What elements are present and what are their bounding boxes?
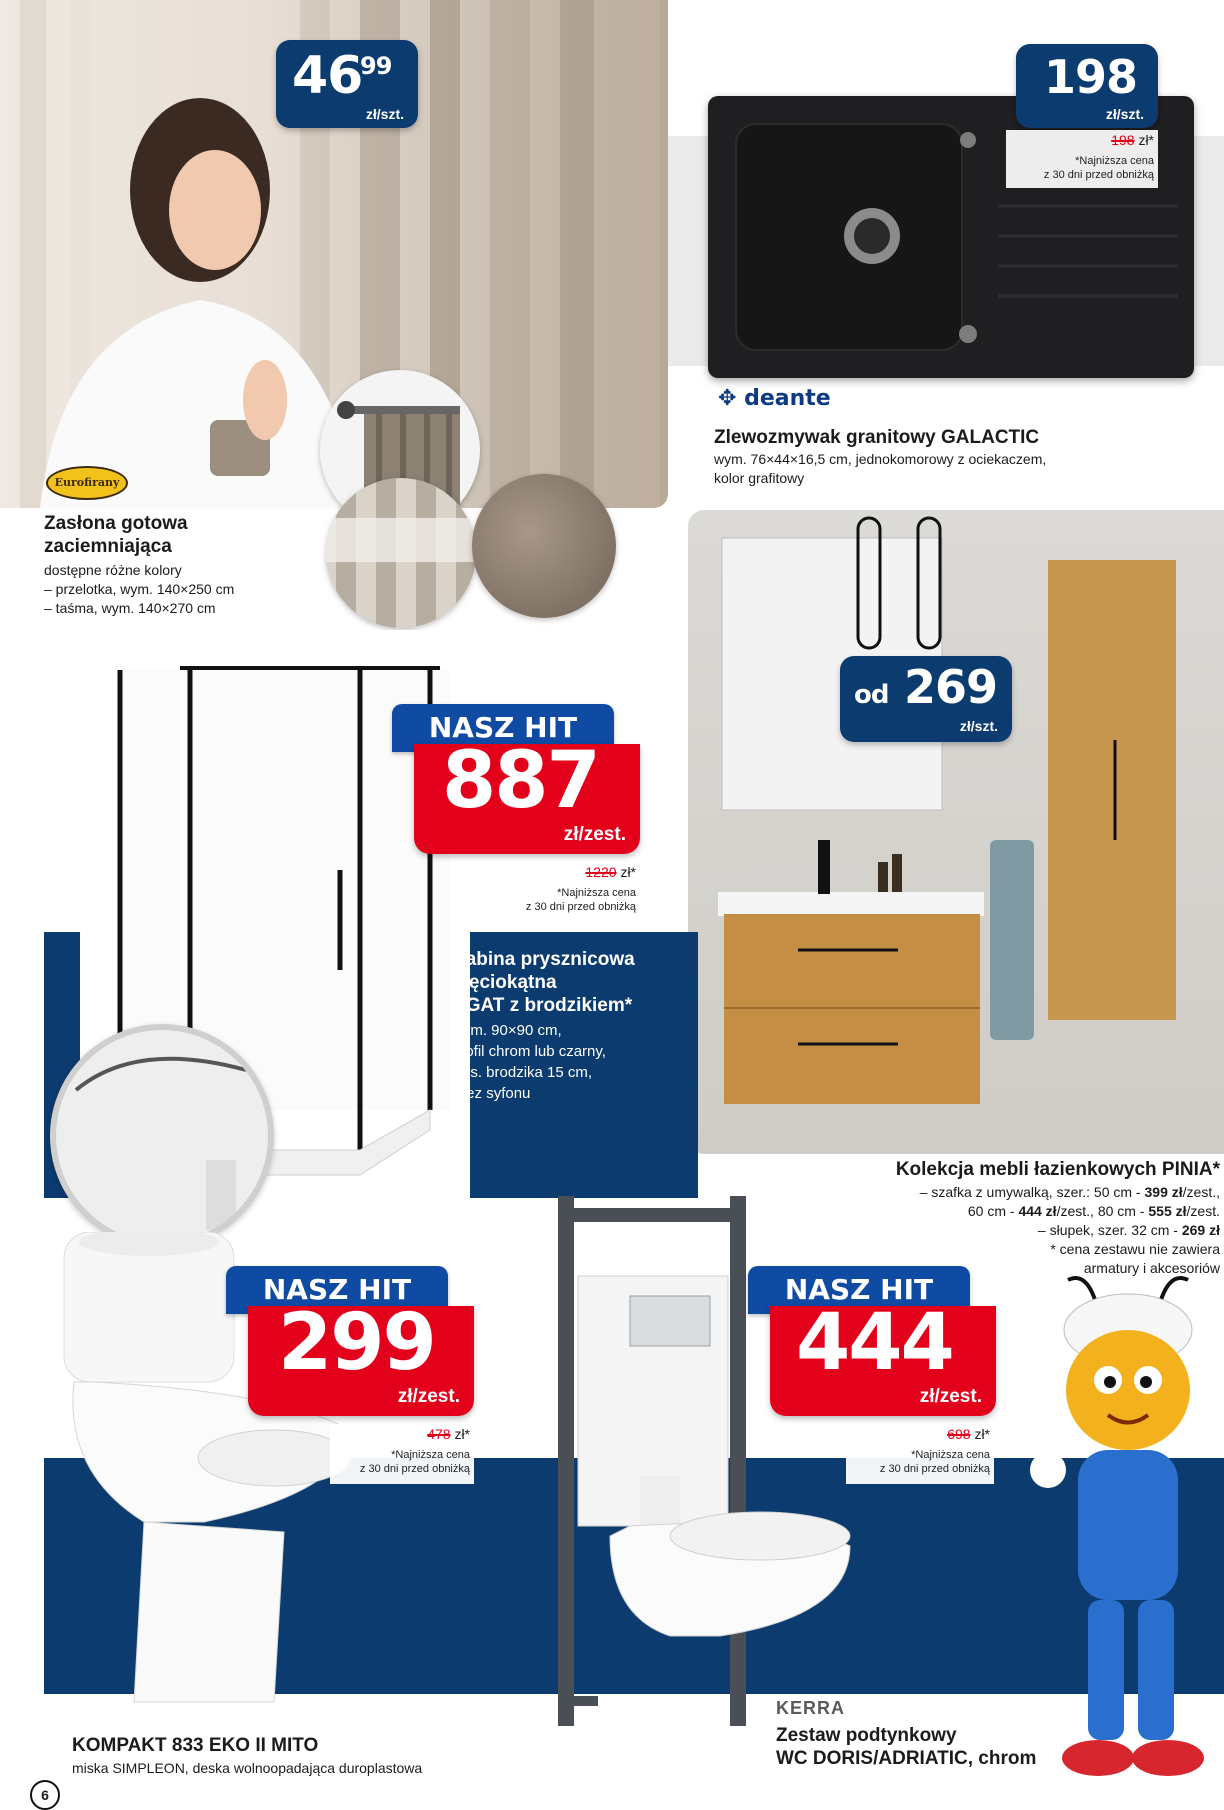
curtain-description: [44, 561, 234, 618]
shower-description: [452, 1020, 606, 1104]
shower-old-price: [520, 864, 636, 880]
wc-set-old-price: [874, 1426, 990, 1442]
curtain-fabric-circle: [472, 474, 616, 618]
wc-set-price-unit: zł/zest.: [919, 1386, 982, 1407]
furniture-line2: 60 cm - 444 zł/zest., 80 cm - 555 zł/zest.: [967, 1203, 1220, 1219]
shower-note-line2: z 30 dni przed obniżką: [525, 901, 636, 913]
wc-set-note-line1: *Najniższa cena: [911, 1449, 990, 1461]
sink-old-price: [1040, 132, 1154, 148]
curtain-desc-line3: – taśma, wym. 140×270 cm: [44, 600, 216, 616]
sink-note-line1: *Najniższa cena: [1075, 155, 1154, 167]
wc-set-old-price-unit: zł*: [974, 1426, 990, 1442]
kerra-logo: KERRA: [776, 1698, 846, 1718]
mascot-illustration: [1028, 1270, 1224, 1800]
sink-note-line2: z 30 dni przed obniżką: [1043, 169, 1154, 181]
sink-price-tag: [1016, 44, 1158, 128]
wc-set-hit-badge: NASZ HIT: [748, 1266, 970, 1314]
curtain-title-line1: Zasłona gotowa: [44, 513, 188, 534]
shower-hit-badge: NASZ HIT: [392, 704, 614, 752]
curtain-desc-line2: – przelotka, wym. 140×250 cm: [44, 581, 235, 597]
furniture-price-sink-50: 399 zł: [1144, 1184, 1183, 1200]
toilet-note-line2: z 30 dni przed obniżką: [359, 1463, 470, 1475]
eurofirany-logo: [46, 466, 128, 500]
toilet-title: KOMPAKT 833 EKO II MITO: [72, 1735, 319, 1756]
shower-desc-line3: wys. brodzika 15 cm,: [452, 1064, 593, 1081]
shower-price-unit: zł/zest.: [563, 824, 626, 845]
furniture-photo: [688, 510, 1224, 1154]
sink-old-price-value: 198: [1111, 132, 1135, 148]
shower-title-line1: Kabina prysznicowa: [452, 949, 635, 970]
curtain-tape-circle: [326, 478, 476, 628]
toilet-price-tag: [248, 1298, 474, 1416]
page-number: [30, 1780, 60, 1810]
shower-title: [452, 948, 635, 1017]
sink-price-unit: zł/szt.: [1105, 106, 1144, 122]
eurofirany-logo-text: Eurofirany: [54, 476, 120, 489]
sink-price: 198: [1044, 50, 1138, 104]
wc-set-title-line1: Zestaw podtynkowy: [776, 1725, 957, 1746]
furniture-line1: – szafka z umywalką, szer.: 50 cm - 399 zł/zest.,: [919, 1184, 1220, 1200]
page-number-value: 6: [41, 1787, 49, 1803]
shower-desc-line1: wym. 90×90 cm,: [452, 1022, 562, 1039]
toilet-old-price-value: 478: [427, 1426, 451, 1442]
shower-note-line1: *Najniższa cena: [557, 887, 636, 899]
curtain-title-line2: zaciemniająca: [44, 536, 172, 557]
furniture-price-column: 269 zł: [1181, 1222, 1220, 1238]
furniture-title: Kolekcja mebli łazienkowych PINIA*: [895, 1159, 1220, 1180]
wc-set-old-price-value: 698: [947, 1426, 971, 1442]
furniture-price-prefix: od: [854, 680, 889, 710]
shower-price: 887: [442, 736, 599, 826]
wc-set-note-line2: z 30 dni przed obniżką: [879, 1463, 990, 1475]
toilet-old-price: [354, 1426, 470, 1442]
toilet-lowest-price-note: [314, 1448, 470, 1476]
wc-set-price-tag: [770, 1298, 996, 1416]
curtain-price-cents: 99: [360, 52, 392, 80]
shower-desc-line4: *bez syfonu: [452, 1085, 531, 1102]
curtain-desc-line1: dostępne różne kolory: [44, 562, 182, 578]
curtain-price-tag: [276, 40, 418, 128]
sink-desc-line2: kolor grafitowy: [714, 470, 805, 486]
sink-old-price-unit: zł*: [1138, 132, 1154, 148]
wc-set-price: 444: [796, 1298, 953, 1388]
deante-logo-text: deante: [744, 386, 831, 411]
shower-old-price-unit: zł*: [620, 864, 636, 880]
sink-title: Zlewozmywak granitowy GALACTIC: [714, 427, 1040, 448]
wc-set-title: [776, 1724, 1036, 1770]
toilet-price-unit: zł/zest.: [397, 1386, 460, 1407]
shower-detail-circle: [50, 1024, 274, 1248]
curtain-price-unit: zł/szt.: [365, 106, 404, 122]
toilet-note-line1: *Najniższa cena: [391, 1449, 470, 1461]
curtain-title: [44, 512, 188, 558]
furniture-price-sink-60: 444 zł: [1018, 1203, 1057, 1219]
toilet-hit-badge: NASZ HIT: [226, 1266, 448, 1314]
shower-title-line2: pięciokątna: [452, 972, 557, 993]
furniture-price: 269: [904, 660, 998, 714]
shower-price-tag: [414, 736, 640, 854]
furniture-line5: armatury i akcesoriów: [1083, 1260, 1220, 1276]
toilet-price: 299: [278, 1298, 435, 1388]
furniture-line4: * cena zestawu nie zawiera: [1050, 1241, 1220, 1257]
wc-set-title-line2: WC DORIS/ADRIATIC, chrom: [776, 1748, 1037, 1769]
sink-desc-line1: wym. 76×44×16,5 cm, jednokomorowy z ociekaczem,: [714, 451, 1047, 467]
sink-lowest-price-note: [1006, 154, 1154, 182]
curtain-price-main: 46: [292, 46, 363, 106]
toilet-old-price-unit: zł*: [454, 1426, 470, 1442]
deante-icon: ✥: [718, 386, 737, 411]
deante-logo: [718, 386, 831, 411]
shower-old-price-value: 1220: [585, 864, 617, 880]
shower-desc-line2: profil chrom lub czarny,: [452, 1043, 606, 1060]
wc-set-lowest-price-note: [834, 1448, 990, 1476]
furniture-price-unit: zł/szt.: [959, 718, 998, 734]
shower-lowest-price-note: [480, 886, 636, 914]
furniture-line3: – słupek, szer. 32 cm - 269 zł: [1037, 1222, 1220, 1238]
toilet-description: miska SIMPLEON, deska wolnoopadająca duroplastowa: [72, 1760, 423, 1776]
sink-description: [714, 450, 1046, 488]
furniture-price-tag: [840, 656, 1012, 742]
shower-title-line3: AGAT z brodzikiem*: [452, 995, 633, 1016]
furniture-price-sink-80: 555 zł: [1148, 1203, 1187, 1219]
